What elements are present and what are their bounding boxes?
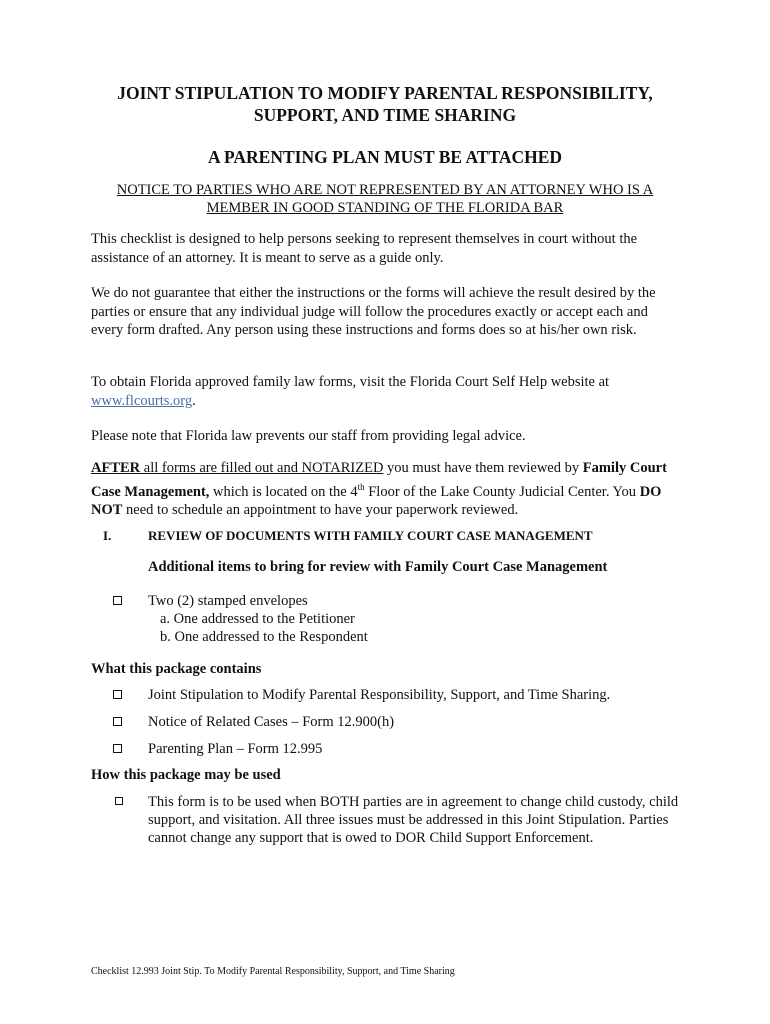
parenting-plan-notice-heading: A PARENTING PLAN MUST BE ATTACHED bbox=[207, 147, 563, 167]
section-number: I. bbox=[103, 528, 112, 543]
forms-website-period: . bbox=[192, 392, 196, 409]
package-usage-item: This form is to be used when BOTH parties are in agreement to change child custody, child support, and visitation. All three issues must be addressed in this Joint Stipulation. Parties cannot change any support that is owed to DOR Child Support Enforcement. bbox=[148, 794, 679, 846]
review-text-2: which is located on the 4 bbox=[209, 483, 358, 500]
forms-website-paragraph bbox=[91, 373, 681, 410]
checkbox-icon[interactable] bbox=[113, 690, 122, 699]
forms-website-text: To obtain Florida approved family law forms, visit the Florida Court Self Help website at bbox=[91, 374, 610, 390]
notarized-text: all forms are filled out and NOTARIZED bbox=[140, 460, 384, 476]
checkbox-icon[interactable] bbox=[115, 797, 123, 805]
review-text-1: you must have them reviewed by bbox=[383, 460, 583, 476]
additional-items-heading: Additional items to bring for review with Family Court Case Management bbox=[148, 559, 608, 575]
package-item-joint-stipulation: Joint Stipulation to Modify Parental Responsibility, Support, and Time Sharing. bbox=[148, 687, 611, 703]
flcourts-link[interactable]: www.flcourts.org bbox=[91, 392, 193, 409]
document-title-line-1: JOINT STIPULATION TO MODIFY PARENTAL RESPONSIBILITY, bbox=[117, 83, 653, 103]
envelopes-item: Two (2) stamped envelopes bbox=[148, 593, 308, 609]
page-footer: Checklist 12.993 Joint Stip. To Modify Parental Responsibility, Support, and Time Sharing bbox=[91, 966, 455, 977]
envelope-petitioner-item: a. One addressed to the Petitioner bbox=[160, 611, 355, 627]
family-court-case-management-emphasis: Family Court Case Management, bbox=[91, 460, 667, 500]
notice-line-2: MEMBER IN GOOD STANDING OF THE FLORIDA BAR bbox=[206, 200, 564, 216]
checkbox-icon[interactable] bbox=[113, 744, 122, 753]
disclaimer-paragraph: We do not guarantee that either the instructions or the forms will achieve the result desired by the parties or ensure that any individual judge will follow the procedures exactly or accept each and every form drafted. Any person using these instructions and forms does so at his/her own risk. bbox=[91, 285, 656, 338]
checkbox-icon[interactable] bbox=[113, 717, 122, 726]
checklist-purpose-paragraph: This checklist is designed to help persons seeking to represent themselves in court without the assistance of an attorney. It is meant to serve as a guide only. bbox=[91, 231, 638, 266]
package-item-parenting-plan: Parenting Plan – Form 12.995 bbox=[148, 741, 323, 757]
package-item-notice-related-cases: Notice of Related Cases – Form 12.900(h) bbox=[148, 714, 395, 730]
legal-advice-paragraph: Please note that Florida law prevents our staff from providing legal advice. bbox=[91, 428, 526, 444]
ordinal-suffix: th bbox=[357, 481, 365, 492]
after-emphasis: AFTER bbox=[91, 460, 141, 476]
review-text-3: Floor of the Lake County Judicial Center. You bbox=[364, 483, 640, 500]
checkbox-icon[interactable] bbox=[113, 596, 122, 605]
review-text-4: need to schedule an appointment to have your paperwork reviewed. bbox=[122, 501, 519, 518]
do-not-emphasis: DO NOT bbox=[91, 483, 662, 518]
notice-line-1: NOTICE TO PARTIES WHO ARE NOT REPRESENTED BY AN ATTORNEY WHO IS A bbox=[116, 182, 654, 198]
document-title-line-2: SUPPORT, AND TIME SHARING bbox=[253, 105, 517, 125]
package-contents-heading: What this package contains bbox=[91, 661, 262, 677]
section-title: REVIEW OF DOCUMENTS WITH FAMILY COURT CASE MANAGEMENT bbox=[148, 528, 593, 543]
package-usage-heading: How this package may be used bbox=[91, 767, 281, 783]
review-instructions-paragraph bbox=[91, 459, 681, 519]
envelope-respondent-item: b. One addressed to the Respondent bbox=[160, 629, 368, 645]
